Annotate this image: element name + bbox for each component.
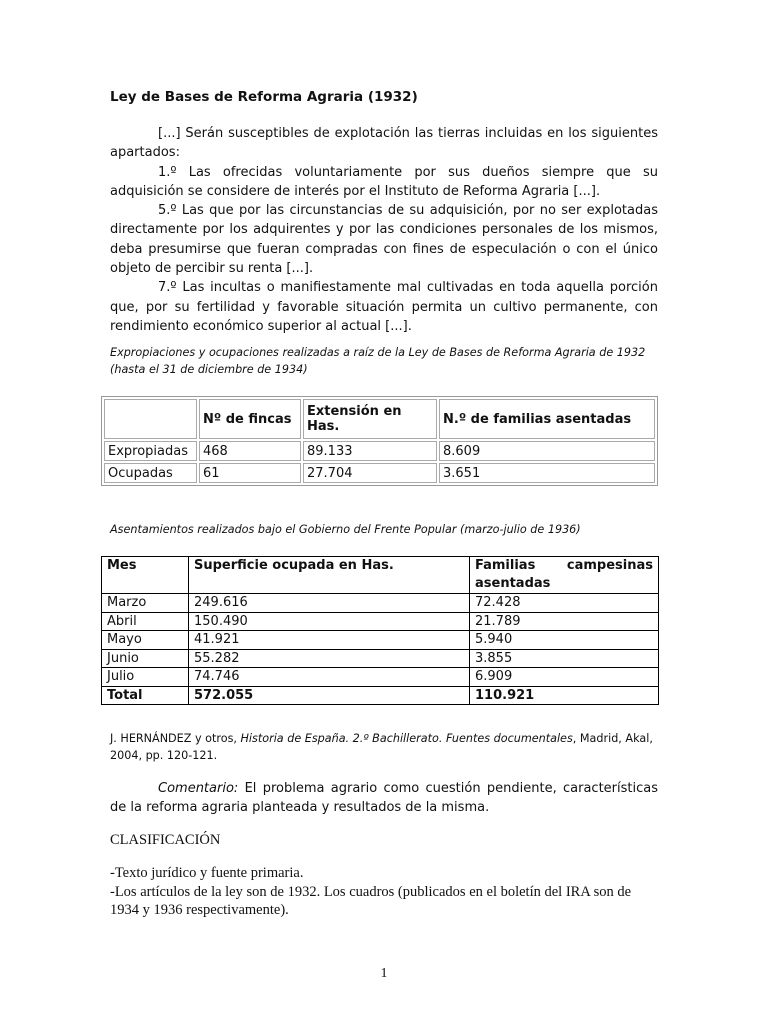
table-cell: 61 bbox=[199, 463, 301, 483]
table-cell: 55.282 bbox=[189, 649, 470, 668]
classification-line: -Los artículos de la ley son de 1932. Los cuadros (publicados en el boletín del IRA son de 1934 y 1936 respectivamente). bbox=[110, 883, 632, 918]
table-cell: Ocupadas bbox=[104, 463, 197, 483]
comment-paragraph bbox=[110, 779, 658, 818]
table-cell: Expropiadas bbox=[104, 441, 197, 461]
law-intro: [...] Serán susceptibles de explotación las tierras incluidas en los siguientes apartados: bbox=[110, 126, 658, 161]
table-header-cell: Extensión en Has. bbox=[303, 399, 437, 439]
law-article-5: 5.º Las que por las circunstancias de su adquisición, por no ser explotadas directamente por los adquirentes y por las condiciones personales de los mismos, deba presumirse que fueran compradas con fines de especulación o con el único objeto de percibir su renta [...]. bbox=[110, 203, 658, 277]
table-cell: Marzo bbox=[102, 594, 189, 613]
law-article-1: 1.º Las ofrecidas voluntariamente por sus dueños siempre que su adquisición se considere de interés por el Instituto de Reforma Agraria [...]. bbox=[110, 164, 658, 199]
table-cell: Julio bbox=[102, 668, 189, 687]
table-row bbox=[102, 668, 659, 687]
document-title: Ley de Bases de Reforma Agraria (1932) bbox=[110, 89, 418, 105]
table-cell: 3.651 bbox=[439, 463, 655, 483]
table-cell: 150.490 bbox=[189, 612, 470, 631]
table-header-cell: Nº de fincas bbox=[199, 399, 301, 439]
table-row bbox=[102, 594, 659, 613]
reference-authors: J. HERNÁNDEZ y otros, bbox=[110, 732, 241, 745]
table-header-cell: Mes bbox=[102, 557, 189, 594]
settlements-table bbox=[101, 556, 659, 705]
table-row bbox=[104, 441, 655, 461]
reference-publication: , Madrid, Akal, 2004, pp. 120-121. bbox=[110, 732, 653, 762]
table-cell: 249.616 bbox=[189, 594, 470, 613]
table-header-row bbox=[104, 399, 655, 439]
table-cell: 572.055 bbox=[189, 686, 470, 705]
table-cell: 27.704 bbox=[303, 463, 437, 483]
table-cell: 89.133 bbox=[303, 441, 437, 461]
table-cell: 6.909 bbox=[470, 668, 659, 687]
classification-list bbox=[110, 864, 658, 920]
table-row bbox=[104, 463, 655, 483]
table-row bbox=[102, 612, 659, 631]
expropriations-table bbox=[101, 396, 658, 486]
law-text bbox=[110, 124, 658, 336]
table-cell: Mayo bbox=[102, 631, 189, 650]
table-cell: 72.428 bbox=[470, 594, 659, 613]
table-cell: Total bbox=[102, 686, 189, 705]
table-total-row bbox=[102, 686, 659, 705]
table-header-cell: Superficie ocupada en Has. bbox=[189, 557, 470, 594]
table-cell: 41.921 bbox=[189, 631, 470, 650]
table-cell: Abril bbox=[102, 612, 189, 631]
table-cell: 3.855 bbox=[470, 649, 659, 668]
table-header-cell bbox=[104, 399, 197, 439]
table-cell: 468 bbox=[199, 441, 301, 461]
table-cell: 5.940 bbox=[470, 631, 659, 650]
table-header-cell: Familias campesinas asentadas bbox=[470, 557, 659, 594]
table-header-cell: N.º de familias asentadas bbox=[439, 399, 655, 439]
table-cell: 74.746 bbox=[189, 668, 470, 687]
table-cell: 21.789 bbox=[470, 612, 659, 631]
table-cell: Junio bbox=[102, 649, 189, 668]
table-row bbox=[102, 649, 659, 668]
law-article-7: 7.º Las incultas o manifiestamente mal cultivadas en toda aquella porción que, por su fertilidad y favorable situación permita un cultivo permanente, con rendimiento económico superior al actual [...]. bbox=[110, 280, 658, 334]
table-header-row bbox=[102, 557, 659, 594]
page-number: 1 bbox=[380, 966, 388, 981]
bibliographic-reference bbox=[110, 731, 658, 764]
table1-caption: Expropiaciones y ocupaciones realizadas a raíz de la Ley de Bases de Reforma Agraria de 1932 (hasta el 31 de diciembre de 1934) bbox=[110, 346, 646, 376]
table-row bbox=[102, 631, 659, 650]
table2-caption: Asentamientos realizados bajo el Gobierno del Frente Popular (marzo-julio de 1936) bbox=[110, 523, 581, 536]
table-cell: 110.921 bbox=[470, 686, 659, 705]
comment-label: Comentario: bbox=[158, 781, 239, 796]
comment-text: El problema agrario como cuestión pendiente, características de la reforma agraria planteada y resultados de la misma. bbox=[110, 781, 658, 816]
table-cell: 8.609 bbox=[439, 441, 655, 461]
classification-line: -Texto jurídico y fuente primaria. bbox=[110, 865, 304, 881]
reference-book-title: Historia de España. 2.º Bachillerato. Fuentes documentales bbox=[240, 732, 573, 745]
classification-heading: CLASIFICACIÓN bbox=[110, 832, 221, 848]
